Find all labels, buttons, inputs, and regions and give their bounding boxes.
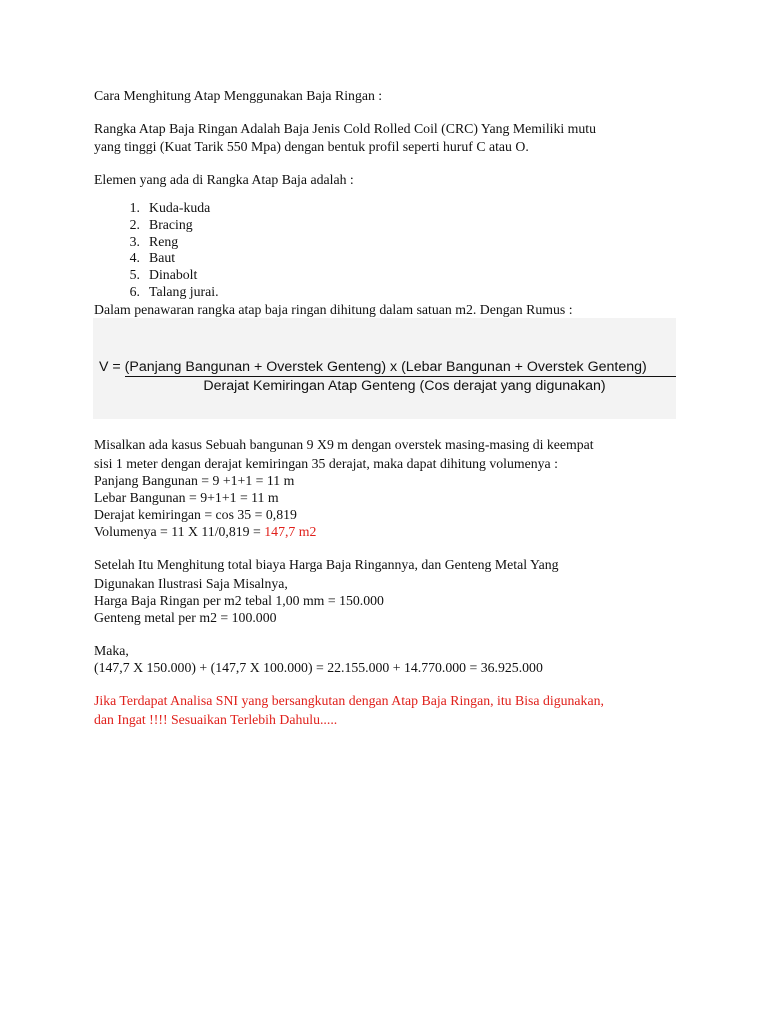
formula-lhs: V =: [99, 359, 125, 375]
elements-heading: Elemen yang ada di Rangka Atap Baja adalah :: [94, 172, 354, 187]
list-number: 4.: [129, 250, 140, 266]
formula-box: [93, 318, 676, 419]
note-line-2: dan Ingat !!!! Sesuaikan Terlebih Dahulu.....: [94, 712, 338, 727]
list-label: Talang jurai.: [149, 283, 219, 299]
example-line-1: Misalkan ada kasus Sebuah bangunan 9 X9 m dengan overstek masing-masing di keempat: [94, 437, 594, 452]
list-number: 5.: [129, 267, 140, 283]
volume-line: [94, 523, 316, 541]
list-item: [94, 217, 219, 234]
document-title: Cara Menghitung Atap Menggunakan Baja Ringan :: [94, 88, 383, 103]
formula-intro: Dalam penawaran rangka atap baja ringan dihitung dalam satuan m2. Dengan Rumus :: [94, 302, 573, 317]
list-number: 3.: [129, 233, 140, 249]
lebar-bangunan: Lebar Bangunan = 9+1+1 = 11 m: [94, 490, 279, 505]
list-number: 2.: [129, 216, 140, 232]
list-item: [94, 250, 219, 267]
volume-label: Volumenya = 11 X 11/0,819 =: [94, 524, 265, 539]
list-item: [94, 267, 219, 284]
list-label: Kuda-kuda: [149, 200, 211, 215]
panjang-bangunan: Panjang Bangunan = 9 +1+1 = 11 m: [94, 473, 295, 488]
intro-line-2: yang tinggi (Kuat Tarik 550 Mpa) dengan bentuk profil seperti huruf C atau O.: [94, 139, 529, 154]
list-item: [94, 200, 219, 217]
intro-line-1: Rangka Atap Baja Ringan Adalah Baja Jenis Cold Rolled Coil (CRC) Yang Memiliki mutu: [94, 121, 597, 136]
elements-list: [94, 200, 219, 301]
cost-line-1: Setelah Itu Menghitung total biaya Harga Baja Ringannya, dan Genteng Metal Yang: [94, 557, 559, 572]
list-label: Bracing: [149, 216, 193, 232]
list-number: 1.: [129, 200, 140, 215]
formula-numerator-line: [99, 359, 647, 377]
harga-baja-ringan: Harga Baja Ringan per m2 tebal 1,00 mm = 150.000: [94, 593, 384, 608]
list-number: 6.: [129, 283, 140, 299]
list-label: Reng: [149, 233, 179, 249]
formula-denominator: Derajat Kemiringan Atap Genteng (Cos derajat yang digunakan): [203, 378, 606, 394]
fraction-bar: [214, 376, 676, 377]
derajat-kemiringan: Derajat kemiringan = cos 35 = 0,819: [94, 507, 297, 522]
example-line-2: sisi 1 meter dengan derajat kemiringan 35 derajat, maka dapat dihitung volumenya :: [94, 456, 558, 471]
cost-line-2: Digunakan Ilustrasi Saja Misalnya,: [94, 576, 288, 591]
genteng-metal: Genteng metal per m2 = 100.000: [94, 610, 277, 625]
list-label: Baut: [149, 250, 176, 266]
formula-numerator: (Panjang Bangunan + Overstek Genteng) x (Lebar Bangunan + Overstek Genteng): [124, 359, 647, 375]
volume-value: 147,7 m2: [264, 524, 317, 539]
list-item: [94, 234, 219, 251]
note-line-1: Jika Terdapat Analisa SNI yang bersangkutan dengan Atap Baja Ringan, itu Bisa digunakan,: [94, 693, 604, 708]
list-label: Dinabolt: [149, 267, 198, 283]
total-calculation: (147,7 X 150.000) + (147,7 X 100.000) = 22.155.000 + 14.770.000 = 36.925.000: [94, 660, 543, 675]
list-item: [94, 284, 219, 301]
maka-label: Maka,: [94, 643, 129, 658]
